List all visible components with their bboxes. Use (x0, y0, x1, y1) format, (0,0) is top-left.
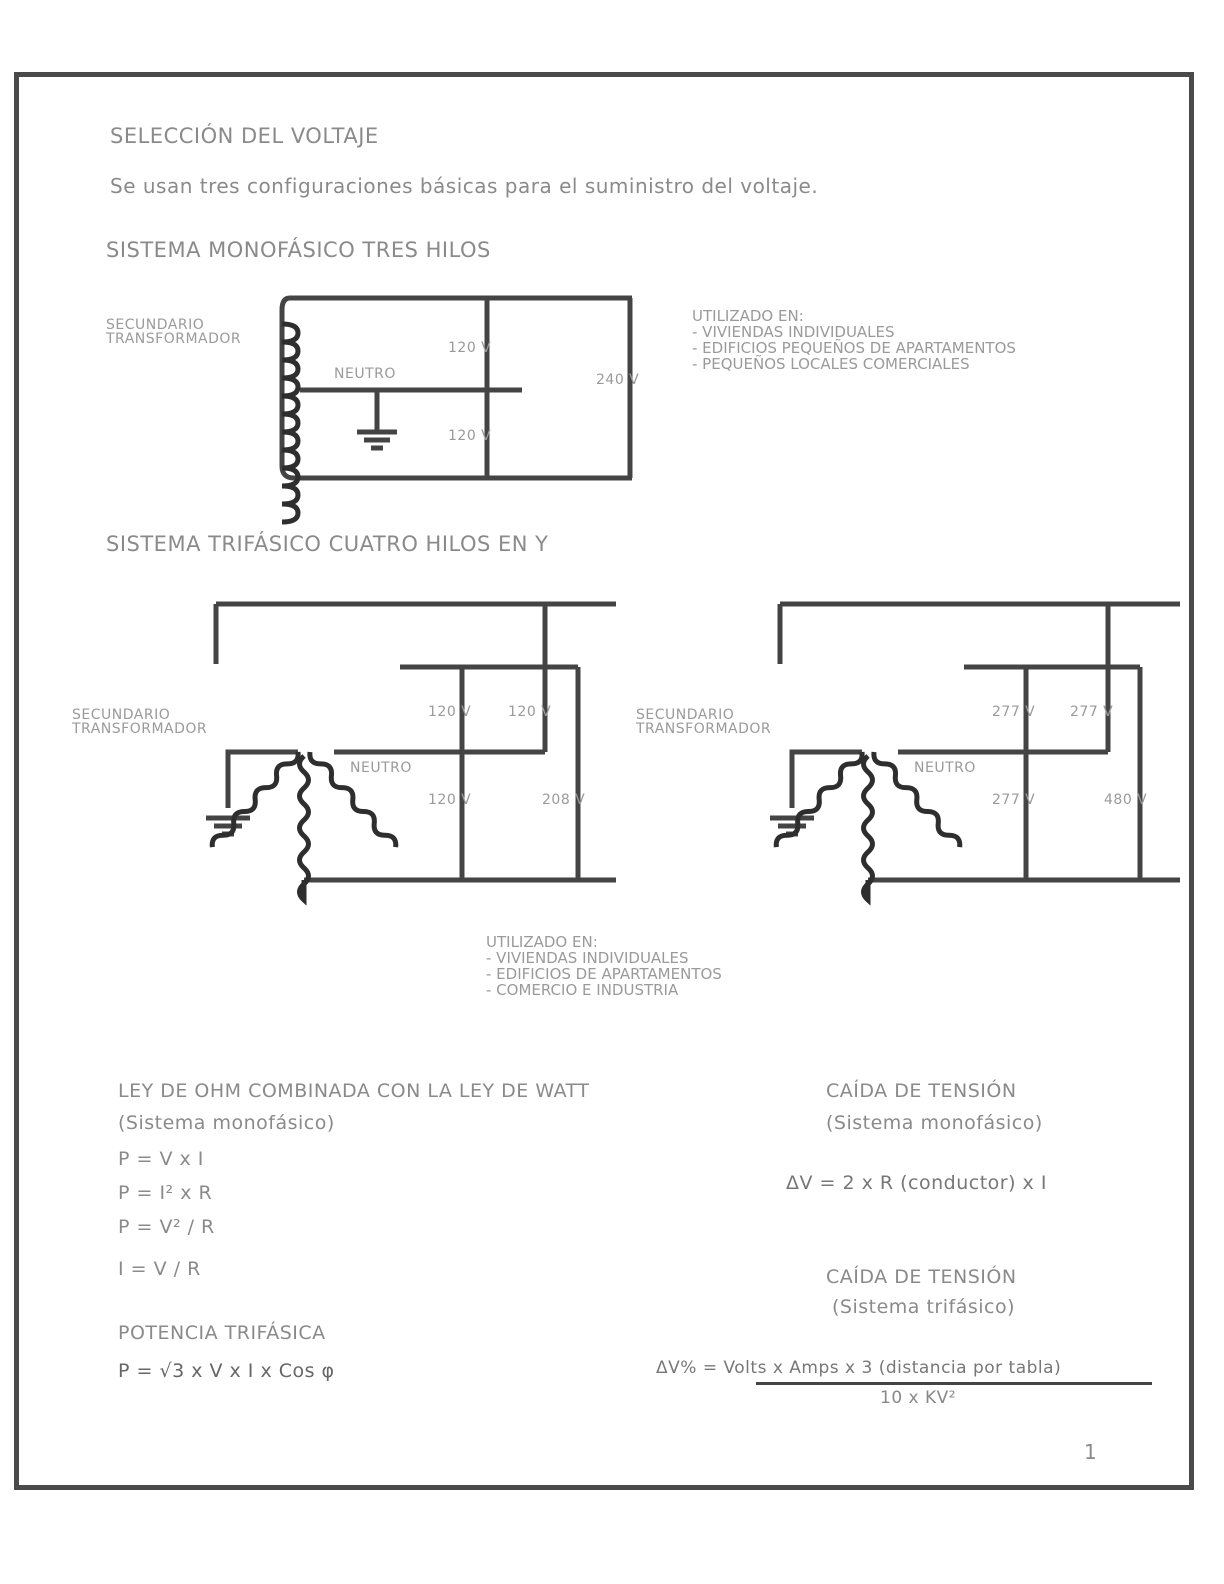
single-phase-title: SISTEMA MONOFÁSICO TRES HILOS (106, 238, 491, 262)
wye-left-voltage-1: 120 V (428, 704, 472, 720)
ohm-formula: P = V² / R (118, 1216, 215, 1238)
three-use-item: - EDIFICIOS DE APARTAMENTOS (486, 965, 722, 983)
single-use-item: - VIVIENDAS INDIVIDUALES (692, 323, 895, 341)
wye-diagram-left (206, 604, 616, 900)
ohm-formula: P = V x I (118, 1148, 204, 1170)
three-phase-uses-list (486, 934, 722, 998)
drop2-subtitle: (Sistema trifásico) (832, 1296, 1016, 1318)
drop1-formula: ΔV = 2 x R (conductor) x I (786, 1172, 1047, 1194)
single-neutral-label: NEUTRO (334, 366, 396, 382)
wye-left-secondary-label: SECUNDARIO TRANSFORMADOR (72, 707, 208, 737)
single-secondary-label: SECUNDARIO TRANSFORMADOR (106, 317, 242, 347)
three-use-item: - COMERCIO E INDUSTRIA (486, 981, 679, 999)
power-title: POTENCIA TRIFÁSICA (118, 1322, 326, 1344)
wye-right-voltage-3: 277 V (992, 792, 1036, 808)
fraction-bar (756, 1382, 1152, 1385)
single-voltage-total: 240 V (596, 372, 640, 388)
wye-left-voltage-2: 120 V (508, 704, 552, 720)
wye-right-neutral-label: NEUTRO (914, 760, 976, 776)
three-phase-title: SISTEMA TRIFÁSICO CUATRO HILOS EN Y (106, 532, 549, 556)
single-uses-title: UTILIZADO EN: (692, 307, 804, 325)
wye-right-voltage-2: 277 V (1070, 704, 1114, 720)
three-uses-title: UTILIZADO EN: (486, 933, 598, 951)
single-use-item: - PEQUEÑOS LOCALES COMERCIALES (692, 355, 970, 373)
wye-left-voltage-4: 208 V (542, 792, 586, 808)
page-number: 1 (1084, 1440, 1098, 1464)
wye-left-neutral-label: NEUTRO (350, 760, 412, 776)
intro-text: Se usan tres configuraciones básicas para el suministro del voltaje. (110, 174, 819, 198)
wye-right-voltage-4: 480 V (1104, 792, 1148, 808)
drop1-subtitle: (Sistema monofásico) (826, 1112, 1043, 1134)
wye-diagram-right (770, 604, 1180, 900)
ohm-formula: P = I² x R (118, 1182, 213, 1204)
wye-left-voltage-3: 120 V (428, 792, 472, 808)
ohm-subtitle: (Sistema monofásico) (118, 1112, 335, 1134)
wye-right-secondary-label: SECUNDARIO TRANSFORMADOR (636, 707, 772, 737)
wye-right-voltage-1: 277 V (992, 704, 1036, 720)
single-voltage-top: 120 V (448, 340, 492, 356)
drop2-numerator: ΔV% = Volts x Amps x 3 (distancia por tabla) (656, 1358, 1062, 1378)
three-use-item: - VIVIENDAS INDIVIDUALES (486, 949, 689, 967)
drop2-denominator: 10 x KV² (880, 1388, 957, 1408)
page-heading: SELECCIÓN DEL VOLTAJE (110, 124, 379, 148)
single-use-item: - EDIFICIOS PEQUEÑOS DE APARTAMENTOS (692, 339, 1016, 357)
drop1-title: CAÍDA DE TENSIÓN (826, 1080, 1017, 1102)
ohm-title: LEY DE OHM COMBINADA CON LA LEY DE WATT (118, 1080, 590, 1102)
power-formula: P = √3 x V x I x Cos φ (118, 1360, 335, 1382)
drop2-title: CAÍDA DE TENSIÓN (826, 1266, 1017, 1288)
ohm-formula: I = V / R (118, 1258, 201, 1280)
single-voltage-bottom: 120 V (448, 428, 492, 444)
